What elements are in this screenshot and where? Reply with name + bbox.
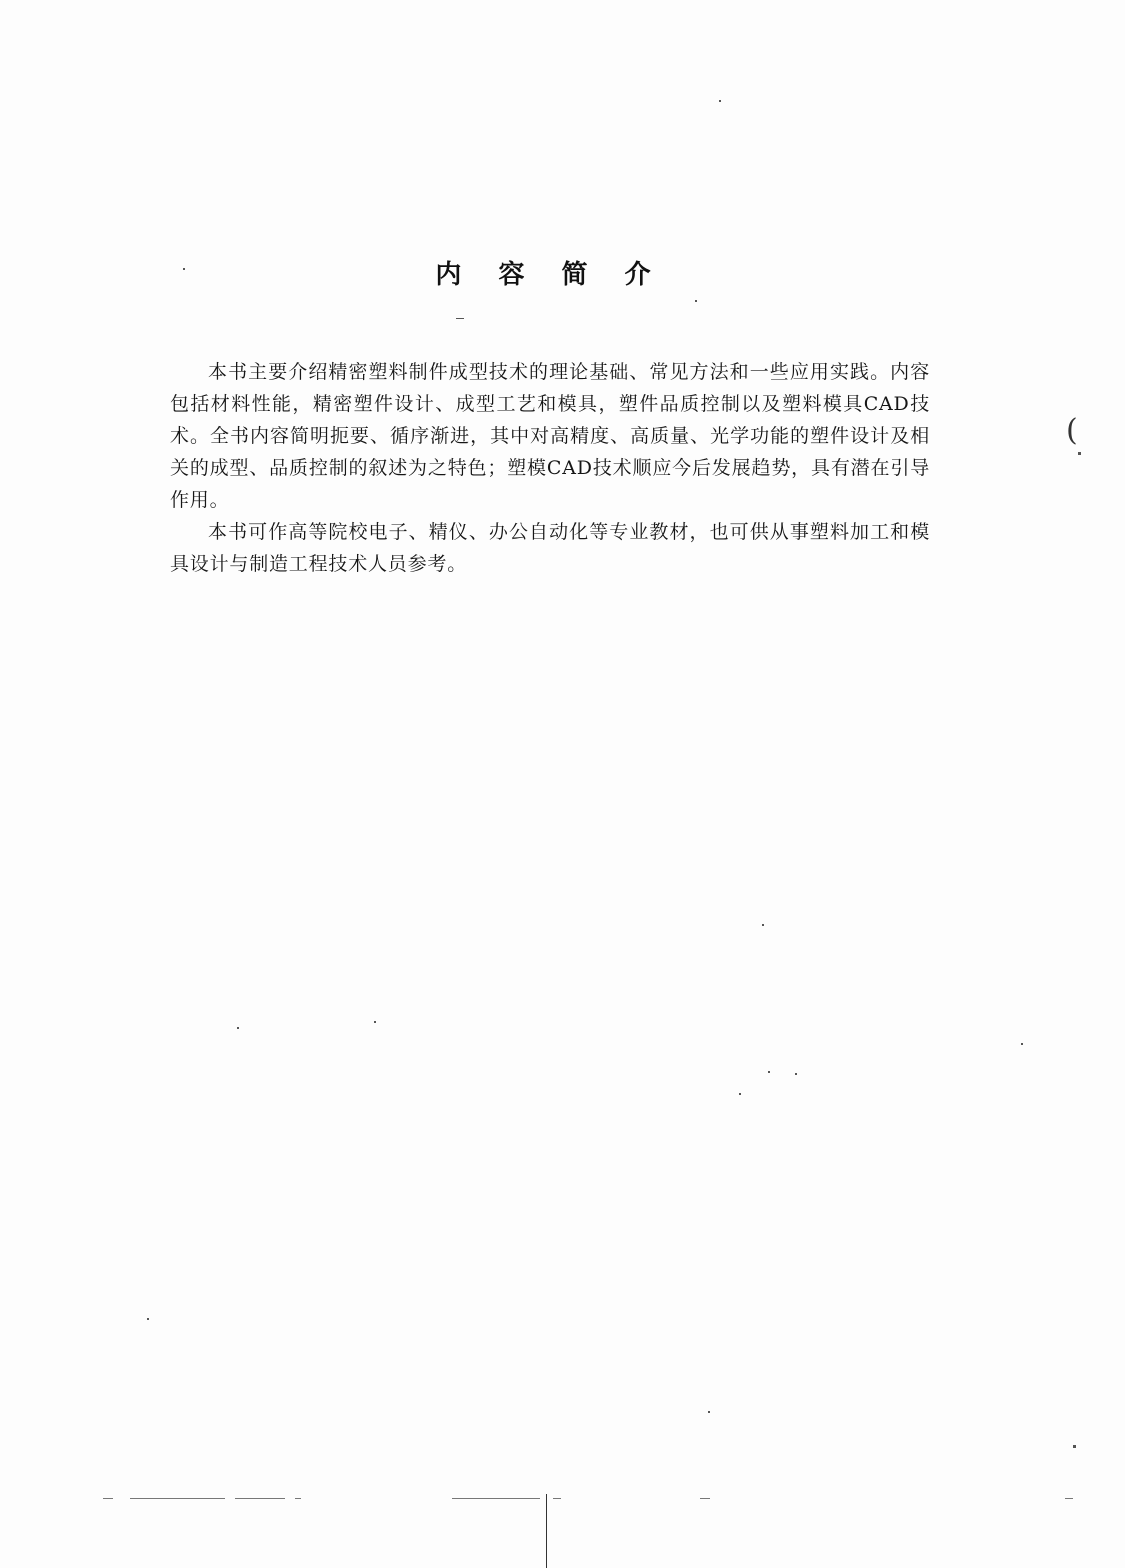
scan-speck — [719, 100, 721, 102]
page-title: 内 容 简 介 — [435, 260, 665, 290]
scan-speck — [1021, 1043, 1023, 1045]
scan-speck — [695, 300, 697, 302]
bottom-dash — [700, 1498, 710, 1499]
scan-speck — [237, 1027, 239, 1029]
bottom-dash — [553, 1498, 561, 1499]
paragraph-audience: 本书可作高等院校电子、精仪、办公自动化等专业教材，也可供从事塑料加工和模具设计与制造工程技术人员参考。 — [170, 521, 930, 575]
scan-speck — [1078, 452, 1081, 455]
page-fold-line — [546, 1494, 547, 1568]
paragraph-intro: 本书主要介绍精密塑料制件成型技术的理论基础、常见方法和一些应用实践。内容包括材料性能，精密塑件设计、成型工艺和模具，塑件品质控制以及塑料模具CAD技术。全书内容简明扼要、循序渐进，其中对高精度、高质量、光学功能的塑件设计及相关的成型、品质控制的叙述为之特色；塑模CAD技术顺应今后发展趋势，具有潜在引导作用。 — [170, 361, 930, 511]
scan-speck — [768, 1071, 770, 1073]
bottom-dash — [1065, 1498, 1073, 1499]
scan-speck — [456, 318, 464, 319]
scan-speck — [739, 1093, 741, 1095]
bottom-dash — [103, 1498, 113, 1499]
bottom-dash — [235, 1498, 285, 1499]
bottom-dash — [452, 1498, 540, 1499]
scan-speck — [183, 268, 185, 270]
margin-mark: ( — [1066, 413, 1078, 448]
scan-speck — [147, 1318, 149, 1320]
bottom-dash — [130, 1498, 225, 1499]
scan-speck — [374, 1021, 376, 1023]
scan-speck — [1073, 1445, 1076, 1448]
bottom-dash — [295, 1498, 301, 1499]
scan-speck — [708, 1411, 710, 1413]
scan-speck — [762, 924, 764, 926]
scan-speck — [795, 1073, 797, 1075]
body-text — [170, 356, 930, 580]
